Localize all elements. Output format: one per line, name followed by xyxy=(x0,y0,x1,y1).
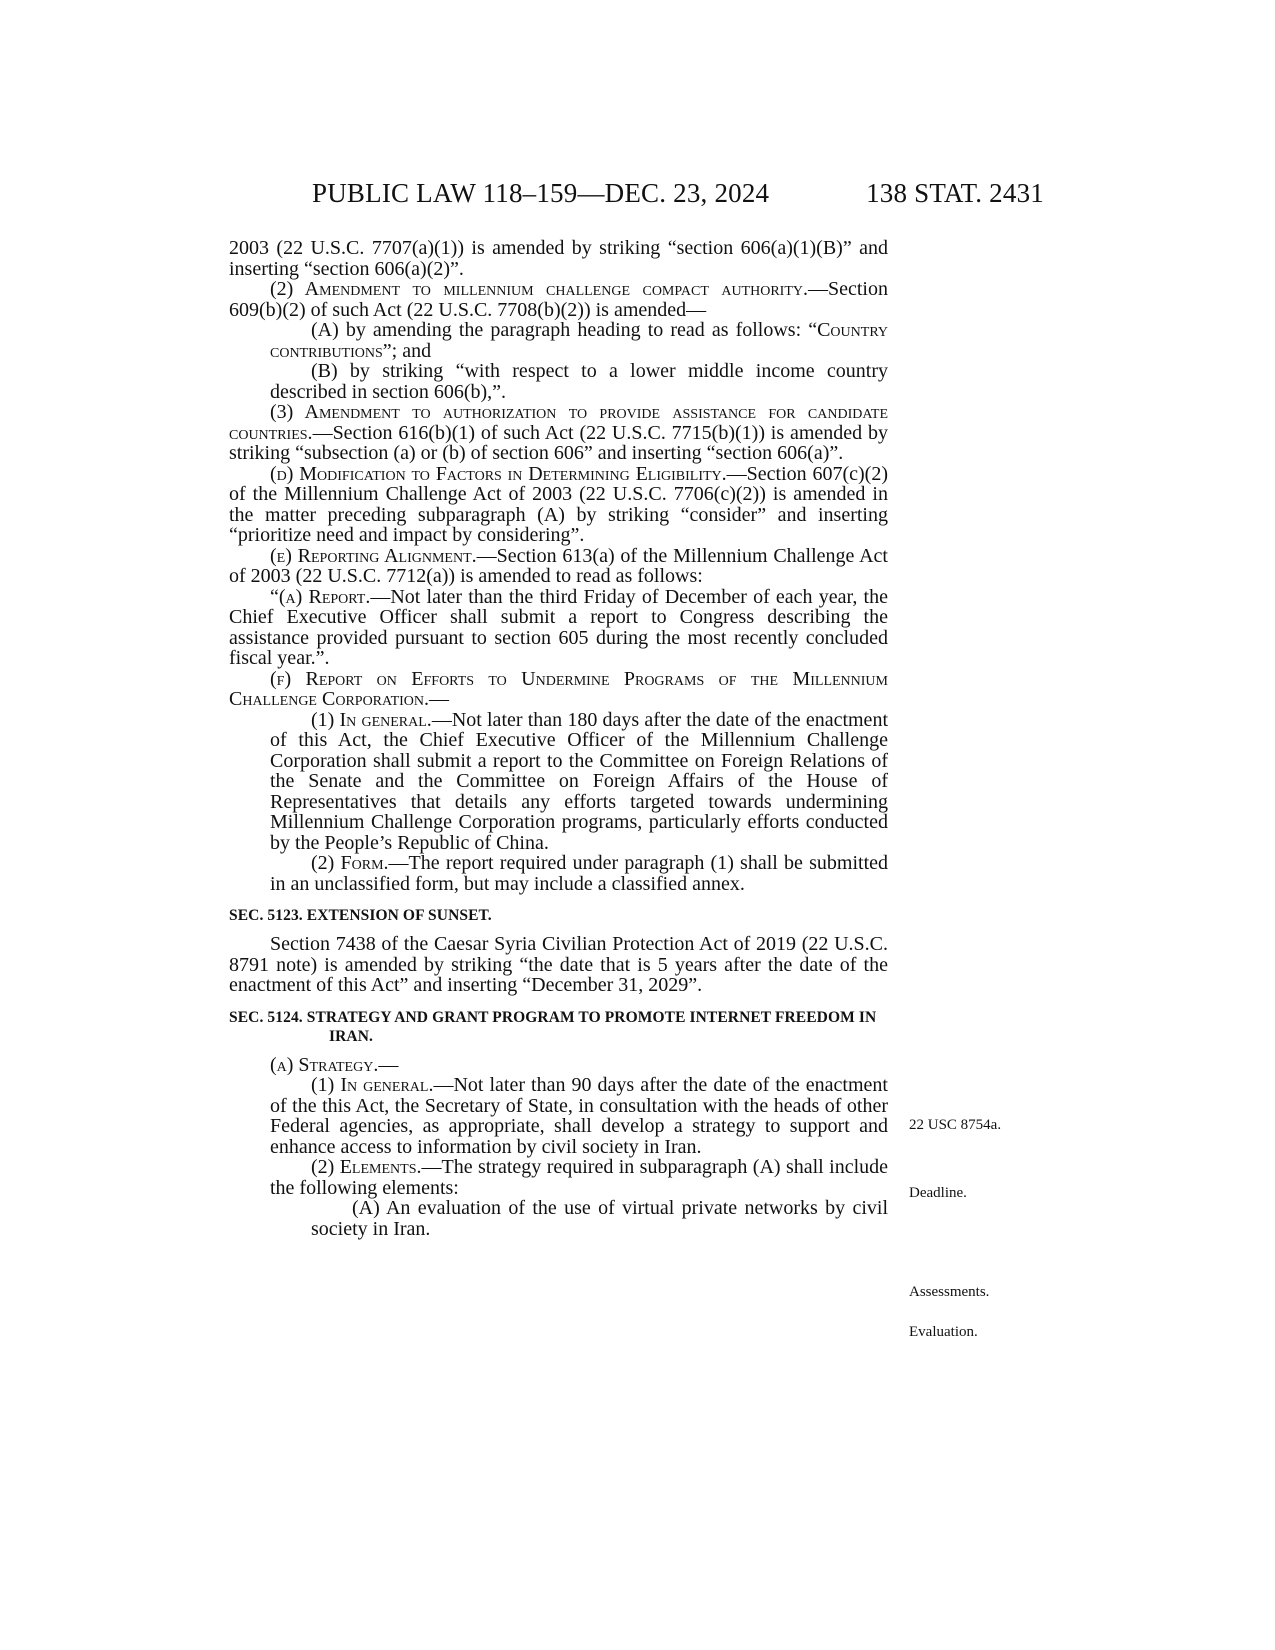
paragraph-a2-heading: (2) Elements. xyxy=(311,1156,422,1178)
subsection-d xyxy=(229,464,888,546)
subsection-a-dash: — xyxy=(378,1053,399,1076)
paragraph-2-heading: (2) Amendment to millennium challenge compact authority. xyxy=(270,278,808,300)
subsection-f-heading: (f) Report on Efforts to Undermine Programs of the Millennium Challenge Corporation. xyxy=(229,667,888,710)
section-5124-heading: SEC. 5124. STRATEGY AND GRANT PROGRAM TO PROMOTE INTERNET FREEDOM IN IRAN. xyxy=(229,1008,877,1045)
subsection-e-text: —Section 613(a) of the Millennium Challenge Act of 2003 (22 U.S.C. 7712(a)) is amended to read as follows: xyxy=(229,544,888,587)
paragraph-f2-heading: (2) Form. xyxy=(311,852,389,874)
paragraph-3 xyxy=(229,402,888,464)
margin-note-assessments: Assessments. xyxy=(909,1284,990,1300)
margin-note-evaluation: Evaluation. xyxy=(909,1324,978,1340)
subparagraph-2a xyxy=(229,320,888,361)
subparagraph-2a-text: (A) by amending the paragraph heading to read as follows: “ xyxy=(311,319,818,341)
paragraph-f2 xyxy=(229,853,888,894)
margin-note-deadline: Deadline. xyxy=(909,1185,967,1201)
paragraph-3-text: —Section 616(b)(1) of such Act (22 U.S.C. 7715(b)(1)) is amended by striking “subsection (a) or (b) of section 606” and inserting “section 606(a)”. xyxy=(229,421,888,464)
section-5123-heading: SEC. 5123. EXTENSION OF SUNSET. xyxy=(229,907,492,924)
quoted-subsection-a-heading: “(a) Report. xyxy=(270,585,371,608)
margin-note-usc: 22 USC 8754a. xyxy=(909,1117,1002,1133)
paragraph-a1 xyxy=(229,1075,888,1157)
paragraph-a1-heading: (1) In general. xyxy=(311,1074,434,1096)
subsection-d-text: —Section 607(c)(2) of the Millennium Challenge Act of 2003 (22 U.S.C. 7706(c)(2)) is amended in the matter preceding subparagraph (A) by striking “consider” and inserting “prioritize need and impact by considering”. xyxy=(229,462,888,546)
paragraph-f1 xyxy=(229,710,888,854)
subsection-f xyxy=(229,669,888,710)
paragraph-f1-heading: (1) In general. xyxy=(311,708,432,731)
quoted-subsection-a-text: —Not later than the third Friday of December of each year, the Chief Executive Officer shall submit a report to Congress describing the assistance provided pursuant to section 605 during the most recently concluded fiscal year.”. xyxy=(229,585,888,669)
subsection-d-heading: (d) Modification to Factors in Determining Eligibility. xyxy=(270,462,727,485)
section-5123-text: Section 7438 of the Caesar Syria Civilian Protection Act of 2019 (22 U.S.C. 8791 note) is amended by striking “the date that is 5 years after the date of the enactment of this Act” and inserting “December 31, 2029”. xyxy=(229,933,888,996)
body-text xyxy=(229,238,888,1239)
subsection-f-dash: — xyxy=(429,688,450,710)
paragraph-a2-text: —The strategy required in subparagraph (A) shall include the following elements: xyxy=(270,1156,889,1199)
paragraph-f2-text: —The report required under paragraph (1) shall be submitted in an unclassified form, but may include a classified annex. xyxy=(270,852,888,895)
subsection-a-heading: (a) Strategy. xyxy=(270,1053,379,1076)
subsection-e xyxy=(229,546,888,587)
paragraph-a1-text: —Not later than 90 days after the date of the enactment of the this Act, the Secretary of State, in consultation with the heads of other Federal agencies, as appropriate, shall develop a strategy to support and enhance access to information by civil society in Iran. xyxy=(270,1074,888,1158)
subparagraph-2a-end: ”; and xyxy=(382,339,432,362)
subparagraph-2b: (B) by striking “with respect to a lower middle income country described in section 606(b),”. xyxy=(270,360,888,403)
subsection-e-heading: (e) Reporting Alignment. xyxy=(270,544,477,567)
paragraph-2-text: —Section 609(b)(2) of such Act (22 U.S.C. 7708(b)(2)) is amended— xyxy=(229,278,888,321)
paragraph-a2 xyxy=(229,1157,888,1198)
paragraph-2 xyxy=(229,279,888,320)
quoted-subsection-a xyxy=(229,587,888,669)
running-header-law: PUBLIC LAW 118–159—DEC. 23, 2024 xyxy=(312,178,770,208)
paragraph-continuation: 2003 (22 U.S.C. 7707(a)(1)) is amended by striking “section 606(a)(1)(B)” and inserting “section 606(a)(2)”. xyxy=(229,237,888,280)
running-header-stat: 138 STAT. 2431 xyxy=(866,178,1044,208)
subparagraph-a2a: (A) An evaluation of the use of virtual private networks by civil society in Iran. xyxy=(311,1197,888,1240)
paragraph-f1-text: —Not later than 180 days after the date of the enactment of this Act, the Chief Executive Officer of the Millennium Challenge Corporation shall submit a report to the Committee on Foreign Relations of the Senate and the Committee on Foreign Affairs of the House of Representatives that details any efforts targeted towards undermining Millennium Challenge Corporation programs, particularly efforts conducted by the People’s Republic of China. xyxy=(270,708,888,854)
subsection-a xyxy=(229,1055,888,1076)
subparagraph-2a-heading: Country contributions xyxy=(270,319,888,362)
paragraph-3-heading: (3) Amendment to authorization to provide assistance for candidate countries. xyxy=(229,401,888,444)
